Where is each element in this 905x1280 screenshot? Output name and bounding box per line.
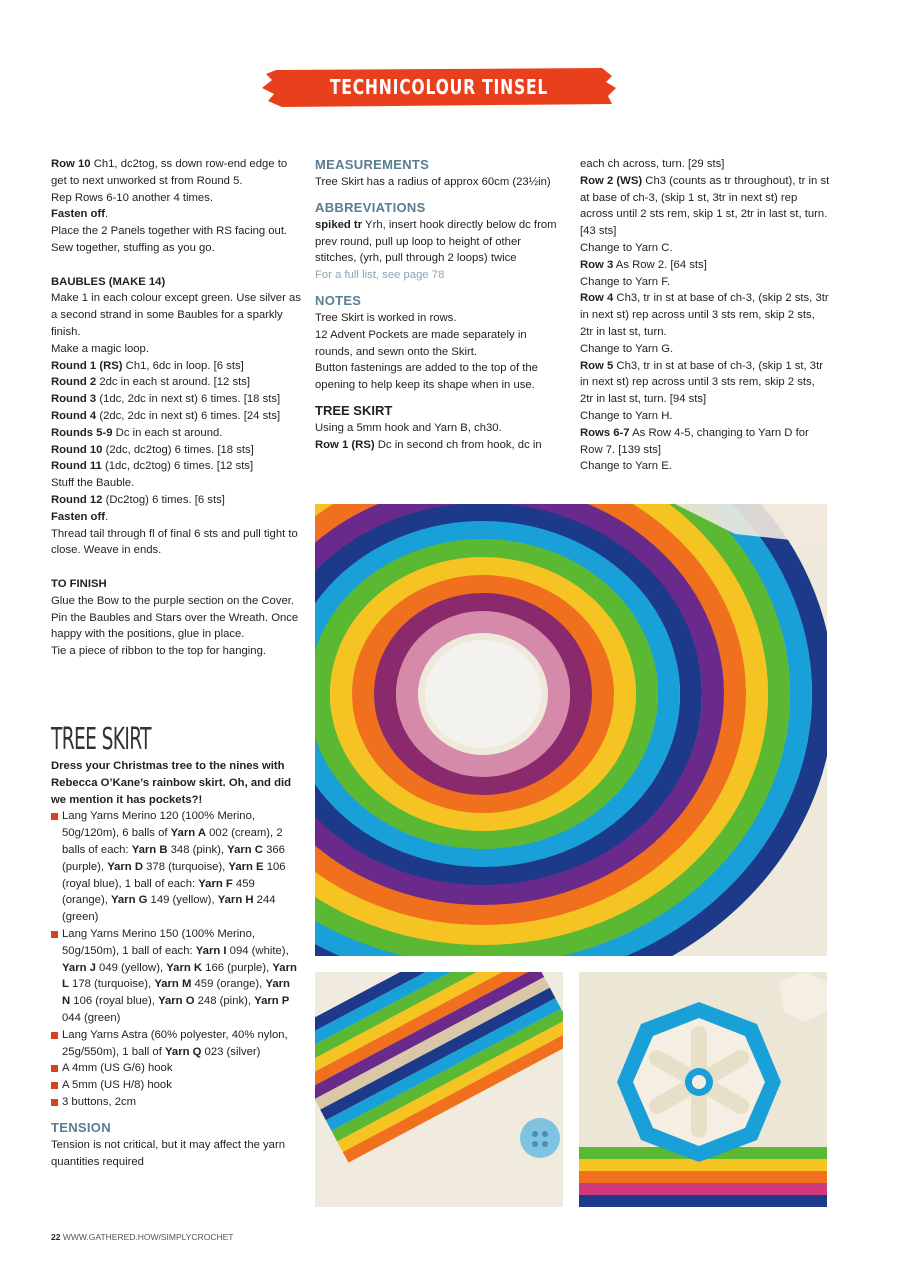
row1-para: Row 1 (RS) Dc in second ch from hook, dc in bbox=[315, 438, 542, 451]
footer-url[interactable]: WWW.GATHERED.HOW/SIMPLYCROCHET bbox=[60, 1232, 234, 1242]
material-item: 3 buttons, 2cm bbox=[51, 1094, 301, 1111]
change-yarn: Change to Yarn E. bbox=[580, 460, 672, 473]
rainbow-stripes-illustration bbox=[315, 972, 563, 1207]
tree-skirt-heading: TREE SKIRT bbox=[315, 402, 393, 418]
measurements-heading: MEASUREMENTS bbox=[315, 157, 430, 172]
tree-skirt-title: TREE SKIRT bbox=[51, 722, 151, 757]
row-para: Row 2 (WS) Ch3 (counts as tr throughout), tr in st at base of ch-3, (skip 1 st, 3tr in next st) rep across until 2 sts rem, skip 1 st, 2tr in last st, turn. [43 sts] bbox=[580, 174, 830, 238]
round-line: Round 3 (1dc, 2dc in next st) 6 times. [18 sts] bbox=[51, 393, 281, 406]
place-text: Place the 2 Panels together with RS facing out. Sew together, stuffing as you go. bbox=[51, 225, 288, 254]
snowflake-hexagon-illustration bbox=[579, 972, 827, 1207]
notes-heading: NOTES bbox=[315, 292, 362, 308]
row10-para bbox=[51, 156, 301, 190]
material-item: A 4mm (US G/6) hook bbox=[51, 1060, 301, 1077]
column-3 bbox=[580, 156, 830, 475]
baubles-intro: Make 1 in each colour except green. Use silver as a second strand in some Baubles for a sparkly finish. bbox=[51, 292, 301, 338]
notes-text: Tree Skirt is worked in rows. bbox=[315, 311, 457, 324]
row-label: Row 10 bbox=[51, 158, 91, 170]
thread-text: Thread tail through fl of final 6 sts and pull tight to close. Weave in ends. bbox=[51, 527, 298, 557]
baubles-heading: BAUBLES (MAKE 14) bbox=[51, 275, 166, 288]
change-yarn: Change to Yarn C. bbox=[580, 241, 673, 254]
rainbow-rings-illustration bbox=[315, 504, 827, 956]
using-text: Using a 5mm hook and Yarn B, ch30. bbox=[315, 421, 502, 434]
tree-skirt-intro bbox=[51, 722, 301, 1170]
tension-heading: TENSION bbox=[51, 1119, 111, 1135]
change-yarn: Change to Yarn G. bbox=[580, 342, 674, 355]
finish-text: Glue the Bow to the purple section on the Cover. bbox=[51, 594, 295, 607]
round-line: Round 1 (RS) Ch1, 6dc in loop. [6 sts] bbox=[51, 359, 244, 372]
magic-loop-text: Make a magic loop. bbox=[51, 342, 149, 355]
material-item: Lang Yarns Astra (60% polyester, 40% nylon, 25g/550m), 1 ball of Yarn Q 023 (silver) bbox=[51, 1027, 301, 1061]
tree-skirt-intro-text: Dress your Christmas tree to the nines with Rebecca O’Kane’s rainbow skirt. Oh, and did we mention it has pockets?! bbox=[51, 760, 292, 806]
fasten-off-label: Fasten off bbox=[51, 510, 105, 523]
column-2 bbox=[315, 156, 565, 454]
finish-text: Pin the Baubles and Stars over the Wreath. Once happy with the positions, glue in place. bbox=[51, 611, 299, 641]
repeat-text: Rep Rows 6-10 another 4 times. bbox=[51, 191, 214, 204]
round-line: Rounds 5-9 Dc in each st around. bbox=[51, 426, 223, 439]
page-footer bbox=[51, 1232, 233, 1242]
page-number: 22 bbox=[51, 1232, 61, 1242]
change-yarn: Change to Yarn H. bbox=[580, 409, 673, 422]
change-yarn: Change to Yarn F. bbox=[580, 275, 671, 288]
row-para: Row 4 Ch3, tr in st at base of ch-3, (skip 2 sts, 3tr in next st) rep across until 3 sts rem, skip 2 sts, 2tr in last st, turn. bbox=[580, 292, 829, 338]
row-para: Rows 6-7 As Row 4-5, changing to Yarn D for Row 7. [139 sts] bbox=[580, 426, 809, 456]
banner-title: TECHNICOLOUR TINSEL COLLECTION bbox=[329, 75, 549, 141]
stuff-text: Stuff the Bauble. bbox=[51, 477, 135, 490]
finish-text: Tie a piece of ribbon to the top for hanging. bbox=[51, 645, 266, 658]
notes-text: Button fastenings are added to the top of the opening to help keep its shape when in use. bbox=[315, 362, 538, 392]
row-para: Row 5 Ch3, tr in st at base of ch-3, (skip 1 st, 3tr in next st) rep across until 3 sts rem, skip 2 sts, 2tr in last st, turn. [94 sts] bbox=[580, 359, 823, 406]
tree-skirt-photo bbox=[315, 504, 827, 956]
abbreviations-heading: ABBREVIATIONS bbox=[315, 199, 426, 215]
round-line: Round 12 (Dc2tog) 6 times. [6 sts] bbox=[51, 493, 225, 506]
material-item: A 5mm (US H/8) hook bbox=[51, 1077, 301, 1094]
column-1: Row 10 Ch1, dc2tog, ss down row-end edge to get to next unworked st from Round 5. Rep Rows 6-10 another 4 times. Fasten off. Place the 2 Panels together with RS facing out. Sew together, stuffing as you go. BAUBLES (MAKE 14) Make 1 in each colour except green. Use silver as a second strand in some Baubles for a sparkly finish. Make a magic loop. Round 1 (RS) Ch1, 6dc in loop. [6 sts] Round 2 2dc in each st around. [12 sts] Round 3 (1dc, 2dc in next st) 6 times. [18 sts] Round 4 (2dc, 2dc in next st) 6 times. [24 sts] Rounds 5-9 Dc in each st around. Round 10 (2dc, dc2tog) 6 times. [18 sts] Round 11 (1dc, dc2tog) 6 times. [12 sts] Stuff the Bauble. Round 12 (Dc2tog) 6 times. [6 sts] Fasten off. Thread tail through fl of final 6 sts and pull tight to close. Weave in ends. TO FINISH Glue the Bow to the purple section on the Cover. Pin the Baubles and Stars over the Wreath. Once happy with the positions, glue in place. Tie a piece of ribbon to the top for hanging. bbox=[51, 156, 301, 660]
button-icon bbox=[520, 1118, 560, 1158]
measurements-text: Tree Skirt has a radius of approx 60cm (23½in) bbox=[315, 176, 551, 188]
fasten-off-label: Fasten off bbox=[51, 208, 105, 221]
finish-heading: TO FINISH bbox=[51, 577, 107, 590]
snowflake-pocket-photo bbox=[579, 972, 827, 1207]
row-text: Ch1, dc2tog, ss down row-end edge to get to next unworked st from Round 5. bbox=[51, 158, 288, 187]
section-banner bbox=[262, 66, 616, 141]
abbreviation-entry: spiked tr Yrh, insert hook directly below dc from prev round, pull up loop to height of other stitches, (yrh, pull through 2 loops) twice bbox=[315, 218, 557, 265]
materials-list bbox=[51, 808, 301, 1110]
round-line: Round 2 2dc in each st around. [12 sts] bbox=[51, 376, 251, 389]
material-item: Lang Yarns Merino 150 (100% Merino, 50g/150m), 1 ball of each: Yarn I 094 (white), Yarn J 049 (yellow), Yarn K 166 (purple), Yarn L 178 (turquoise), Yarn M 459 (orange), Yarn N 106 (royal blue), Yarn O 248 (pink), Yarn P 044 (green) bbox=[51, 926, 301, 1027]
pocket-detail-photo bbox=[315, 972, 563, 1207]
material-item: Lang Yarns Merino 120 (100% Merino, 50g/120m), 6 balls of Yarn A 002 (cream), 2 balls of each: Yarn B 348 (pink), Yarn C 366 (purple), Yarn D 378 (turquoise), Yarn E 106 (royal blue), 1 ball of each: Yarn F 459 (orange), Yarn G 149 (yellow), Yarn H 244 (green) bbox=[51, 808, 301, 926]
continued-text: each ch across, turn. [29 sts] bbox=[580, 158, 725, 170]
tension-text: Tension is not critical, but it may affect the yarn quantities required bbox=[51, 1138, 285, 1168]
full-list-link[interactable]: For a full list, see page 78 bbox=[315, 269, 445, 282]
row-para: Row 3 As Row 2. [64 sts] bbox=[580, 258, 707, 271]
round-line: Round 11 (1dc, dc2tog) 6 times. [12 sts] bbox=[51, 460, 254, 473]
notes-text: 12 Advent Pockets are made separately in rounds, and sewn onto the Skirt. bbox=[315, 328, 527, 358]
round-line: Round 4 (2dc, 2dc in next st) 6 times. [24 sts] bbox=[51, 409, 281, 422]
round-line: Round 10 (2dc, dc2tog) 6 times. [18 sts] bbox=[51, 443, 254, 456]
